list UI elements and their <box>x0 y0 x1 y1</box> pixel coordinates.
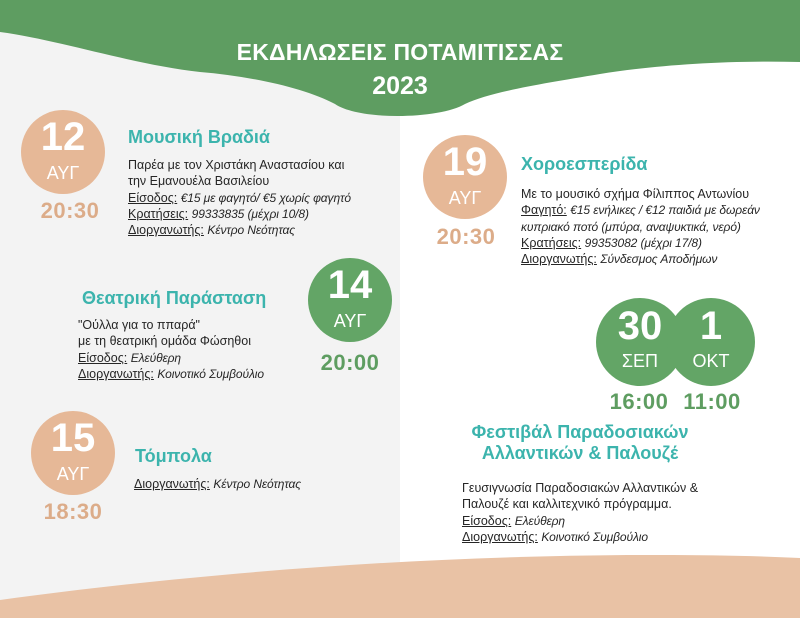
detail-value: Σύνδεσμος Αποδήμων <box>600 252 718 267</box>
date-day: 30 <box>617 304 663 348</box>
detail-value: 99333835 (μέχρι 10/8) <box>191 206 309 221</box>
date-day: 14 <box>327 263 373 307</box>
date-month: ΑΥΓ <box>46 163 80 183</box>
detail-value: €15 με φαγητό/ €5 χωρίς φαγητό <box>180 190 351 205</box>
date-badge-1-oct <box>667 298 755 386</box>
detail-value: Κέντρο Νεότητας <box>213 477 302 491</box>
detail-label: Κρατήσεις: <box>128 206 189 221</box>
detail-line <box>78 350 264 366</box>
poster-year: 2023 <box>372 72 428 100</box>
event-time: 18:30 <box>43 499 103 524</box>
event-details <box>134 476 301 492</box>
event-title: Τόμπολα <box>135 446 212 466</box>
event-details <box>462 480 698 545</box>
detail-line: την Εμανουέλα Βασιλείου <box>128 174 270 189</box>
event-time: 20:30 <box>436 224 496 249</box>
date-month: ΑΥΓ <box>333 311 367 331</box>
detail-line: Γευσιγνωσία Παραδοσιακών Αλλαντικών & <box>462 481 699 495</box>
date-day: 15 <box>50 416 96 460</box>
detail-label: Διοργανωτής: <box>134 477 210 491</box>
detail-line <box>134 476 301 492</box>
date-day: 12 <box>40 115 86 159</box>
date-badge-15 <box>31 411 115 495</box>
detail-value: Ελεύθερη <box>514 513 565 528</box>
detail-label: Είσοδος: <box>128 190 178 205</box>
detail-value: 99353082 (μέχρι 17/8) <box>584 235 702 250</box>
detail-value: Κοινοτικό Συμβούλιο <box>157 366 264 381</box>
detail-line <box>521 219 760 235</box>
date-day: 19 <box>442 140 488 184</box>
event-title: Χοροεσπερίδα <box>521 154 648 174</box>
detail-label: Φαγητό: <box>521 203 567 218</box>
detail-line <box>128 222 351 238</box>
detail-line <box>462 513 698 529</box>
event-title <box>455 422 705 464</box>
detail-value: κυπριακό ποτό (μπύρα, αναψυκτικά, νερό) <box>521 219 741 234</box>
detail-label: Διοργανωτής: <box>78 366 154 381</box>
detail-line <box>521 251 760 267</box>
detail-line <box>128 190 351 206</box>
event-details <box>128 157 351 238</box>
event-title-line: Αλλαντικών & Παλουζέ <box>481 443 679 463</box>
date-month: ΑΥΓ <box>56 464 90 484</box>
detail-line <box>78 366 264 382</box>
poster-title: ΕΚΔΗΛΩΣΕΙΣ ΠΟΤΑΜΙΤΙΣΣΑΣ <box>236 39 564 65</box>
detail-line <box>462 529 698 545</box>
detail-line <box>521 235 760 251</box>
detail-value: Κοινοτικό Συμβούλιο <box>541 529 648 544</box>
event-title-line: Φεστιβάλ Παραδοσιακών <box>471 422 689 442</box>
detail-line: με τη θεατρική ομάδα Φώσηθοι <box>78 334 251 349</box>
detail-label: Διοργανωτής: <box>128 223 204 238</box>
event-details <box>521 186 760 267</box>
detail-line <box>128 206 351 222</box>
detail-line: Παρέα με τον Χριστάκη Αναστασίου και <box>128 158 345 172</box>
date-badge-14 <box>308 258 392 342</box>
event-time: 20:30 <box>40 198 100 223</box>
detail-value: Κέντρο Νεότητας <box>207 223 296 238</box>
date-day: 1 <box>699 304 723 348</box>
event-time: 11:00 <box>683 389 741 414</box>
date-badge-12 <box>21 110 105 194</box>
detail-label: Είσοδος: <box>462 513 512 528</box>
event-details <box>78 317 264 382</box>
detail-line <box>521 202 760 218</box>
detail-line: Με το μουσικό σχήμα Φίλιππος Αντωνίου <box>521 187 750 201</box>
detail-label: Κρατήσεις: <box>521 235 582 250</box>
event-title: Θεατρική Παράσταση <box>82 288 267 308</box>
event-time: 20:00 <box>320 350 380 375</box>
date-month: ΟΚΤ <box>692 351 730 371</box>
detail-line: "Ούλλα για το ππαρά" <box>78 318 200 332</box>
detail-value: Ελεύθερη <box>130 350 181 365</box>
detail-label: Διοργανωτής: <box>521 252 597 267</box>
event-title: Μουσική Βραδιά <box>128 127 270 147</box>
date-month: ΣΕΠ <box>621 351 659 371</box>
detail-label: Διοργανωτής: <box>462 529 538 544</box>
detail-line: Παλουζέ και καλλιτεχνικό πρόγραμμα. <box>462 497 672 512</box>
detail-label: Είσοδος: <box>78 350 128 365</box>
date-badge-19 <box>423 135 507 219</box>
event-time: 16:00 <box>609 389 669 414</box>
date-month: ΑΥΓ <box>448 188 482 208</box>
detail-value: €15 ενήλικες / €12 παιδιά με δωρεάν <box>570 203 760 218</box>
